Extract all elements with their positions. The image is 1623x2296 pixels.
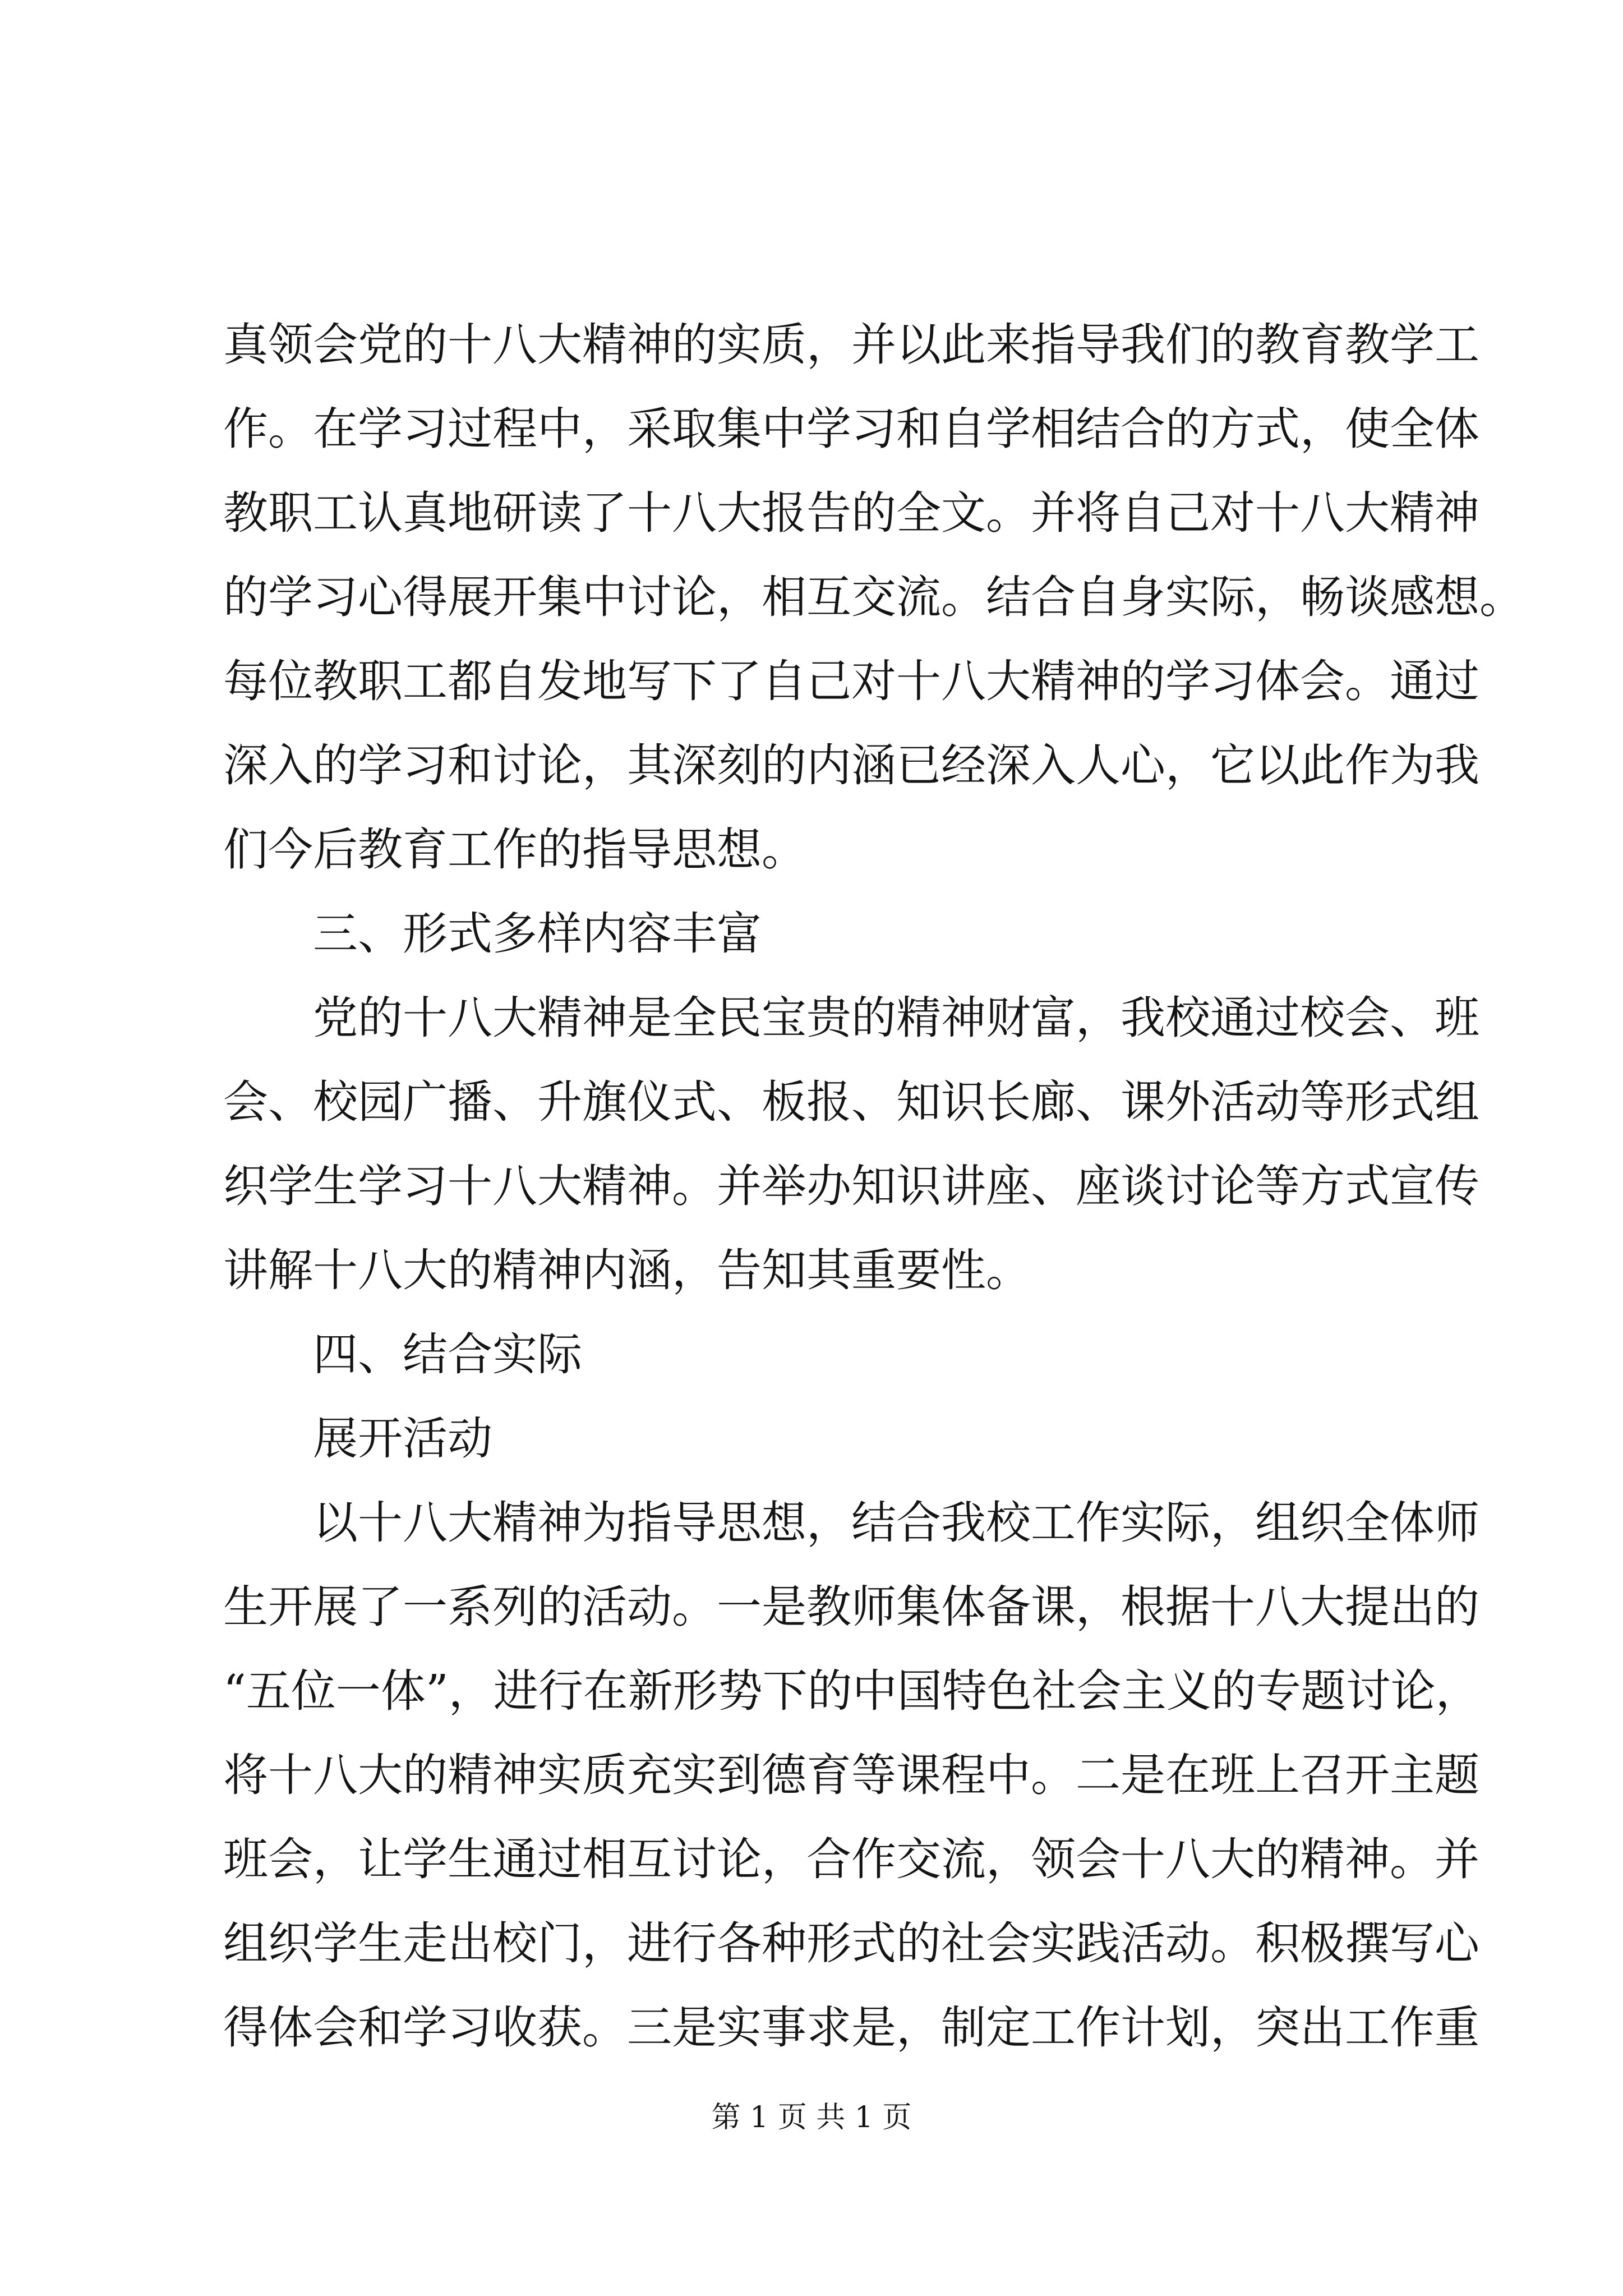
text-line: 织学生学习十八大精神。并举办知识讲座、座谈讨论等方式宣传 [223,1160,1479,1212]
text-line: 每位教职工都自发地写下了自己对十八大精神的学习体会。通过 [223,655,1479,707]
text-line: 党的十八大精神是全民宝贵的精神财富，我校通过校会、班 [313,992,1479,1044]
text-line: 将十八大的精神实质充实到德育等课程中。二是在班上召开主题 [223,1749,1479,1801]
text-line: 作。在学习过程中，采取集中学习和自学相结合的方式，使全体 [223,403,1479,455]
text-line: 深入的学习和讨论，其深刻的内涵已经深入人心，它以此作为我 [223,739,1479,792]
text-line: 以十八大精神为指导思想，结合我校工作实际，组织全体师 [313,1497,1479,1549]
text-line: 们今后教育工作的指导思想。 [223,823,806,876]
page-footer: 第 1 页 共 1 页 [711,2101,912,2134]
text-line: 真领会党的十八大精神的实质，并以此来指导我们的教育教学工 [223,319,1479,371]
section-heading: 展开活动 [313,1412,492,1465]
section-heading: 三、形式多样内容丰富 [313,908,762,960]
text-line: 会、校园广播、升旗仪式、板报、知识长廊、课外活动等形式组 [223,1076,1479,1128]
text-line: 的学习心得展开集中讨论，相互交流。结合自身实际，畅谈感想。 [223,571,1524,623]
section-heading: 四、结合实际 [313,1328,582,1381]
text-line: 组织学生走出校门，进行各种形式的社会实践活动。积极撰写心 [223,1917,1479,1970]
text-line: 班会，让学生通过相互讨论，合作交流，领会十八大的精神。并 [223,1833,1479,1885]
text-line: “五位一体”，进行在新形势下的中国特色社会主义的专题讨论， [223,1665,1481,1717]
text-line: 生开展了一系列的活动。一是教师集体备课，根据十八大提出的 [223,1581,1479,1633]
text-line: 讲解十八大的精神内涵，告知其重要性。 [223,1244,1031,1296]
text-line: 教职工认真地研读了十八大报告的全文。并将自己对十八大精神 [223,487,1479,539]
text-line: 得体会和学习收获。三是实事求是，制定工作计划，突出工作重 [223,2001,1479,2054]
